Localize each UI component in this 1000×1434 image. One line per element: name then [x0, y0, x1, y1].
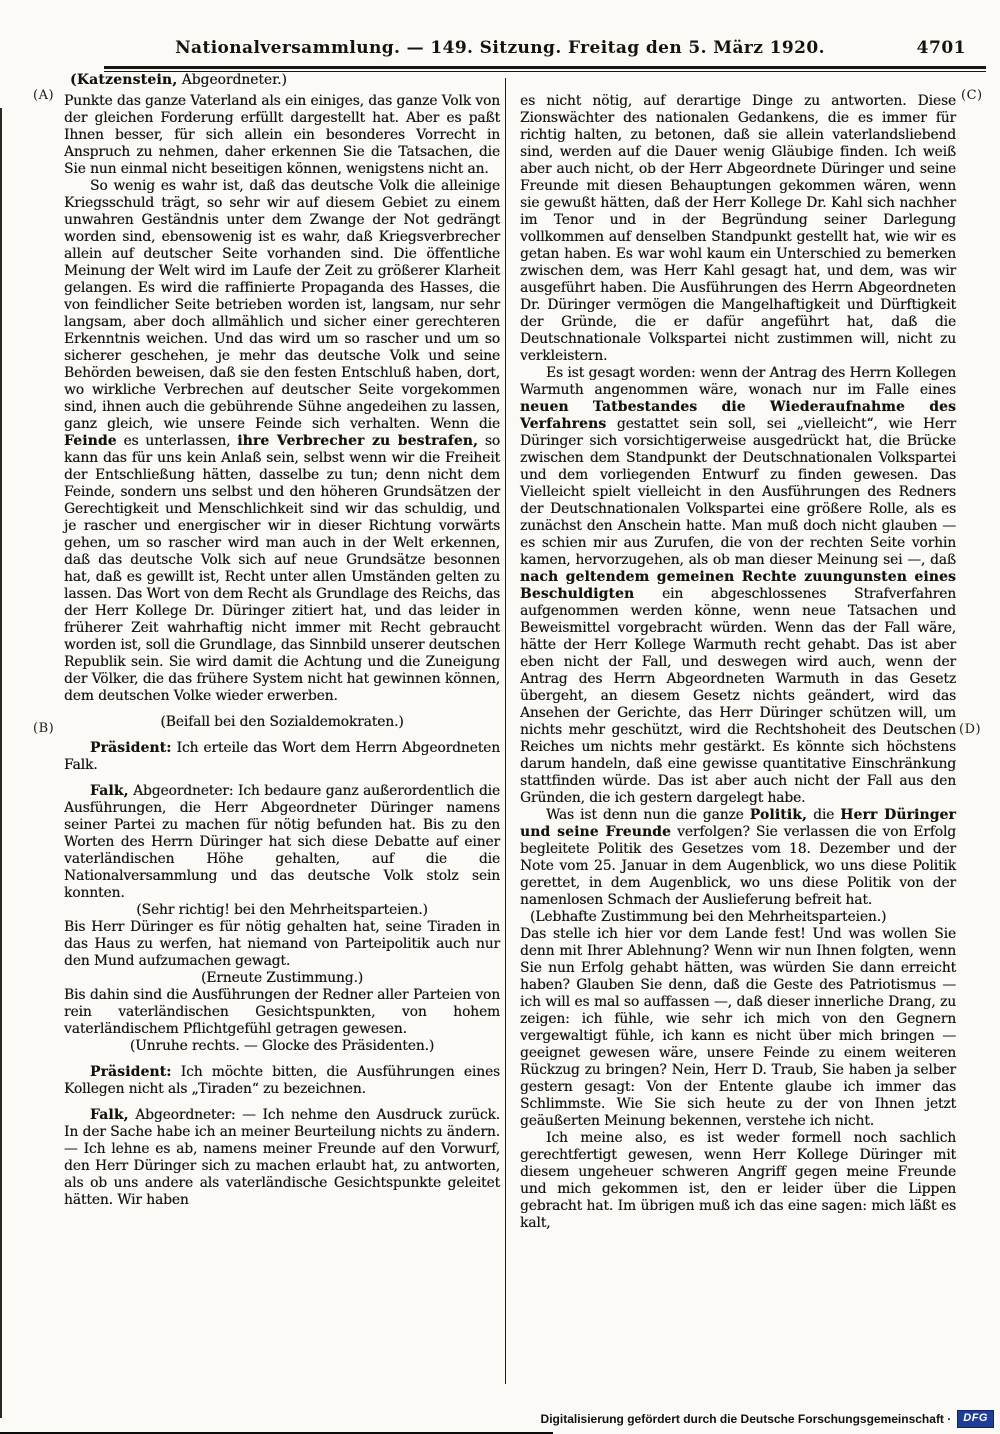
dfg-logo: DFG: [957, 1410, 994, 1428]
footer-credit-text: Digitalisierung gefördert durch die Deutsche Forschungsgemeinschaft ·: [540, 1412, 952, 1426]
paragraph: Falk, Abgeordneter: — Ich nehme den Ausdruck zurück. In der Sache habe ich an meiner Beurteilung nichts zu ändern. — Ich lehne es ab, namens meiner Freunde auf den Vorwurf, den Herr Düringer sich zu machen erlaubt hat, zu antworten, als ob uns andere als vaterländische Gesichtspunkte geleitet hätten. Wir haben: [64, 1107, 500, 1208]
paragraph: Ich meine also, es ist weder formell noch sachlich gerechtfertigt gewesen, wenn Herr Kollege Düringer mit diesem ungeheuer schweren Angriff gegen meine Freunde und mich gekommen ist, den er leider über die Lippen gebracht hat. Im übrigen muß ich das eine sagen: mich läßt es kalt,: [520, 1130, 956, 1231]
right-column: [520, 72, 956, 1232]
paragraph: Falk, Abgeordneter: Ich bedaure ganz außerordentlich die Ausführungen, die Herr Abgeordneter Düringer namens seiner Partei zu machen für nötig befunden hat. Bis zu den Worten des Herrn Düringer hat sich diese Debatte auf einer vaterländischen Höhe gehalten, auf die die Nationalversammlung und das deutsche Volk stolz sein konnten.: [64, 783, 500, 901]
paragraph: (Beifall bei den Sozialdemokraten.): [160, 714, 404, 730]
page-title: Nationalversammlung. — 149. Sitzung. Freitag den 5. März 1920.: [175, 38, 825, 58]
paragraph: Punkte das ganze Vaterland als ein einiges, das ganze Volk von der gleichen Forderung erfüllt dargestellt hat. Aber es paßt Ihnen besser, für sich allein ein besonderes Vorrecht in Anspruch zu nehmen, daher erkennen Sie die Tatsachen, die Sie nun einmal nicht beseitigen können, wenigstens nicht an.: [64, 93, 500, 177]
margin-marker-a: (A): [33, 88, 55, 103]
paragraph: Es ist gesagt worden: wenn der Antrag des Herrn Kollegen Warmuth angenommen wäre, wonach nur im Falle eines neuen Tatbestandes die Wiederaufnahme des Verfahrens gestattet sein soll, sei „vielleicht“, wie Herr Düringer sich vorsichtigerweise ausgedrückt hat, die Brücke zwischen dem Standpunkt der Deutschnationalen Volkspartei und dem vorliegenden Entwurf zu finden gewesen. Das Vielleicht spielt vielleicht in den Ausführungen des Redners der Deutschnationalen Volkspartei eine größere Rolle, als es zunächst den Anschein hatte. Man muß doch nicht glauben — es schien mir aus Zurufen, die von der rechten Seite vorhin kamen, hervorzugehen, als ob man dieser Meinung sei —, daß nach geltendem gemeinen Rechte zuungunsten eines Beschuldigten ein abgeschlossenes Strafverfahren aufgenommen werden könne, wenn neue Tatsachen und Beweismittel vorgebracht würden. Wenn das der Fall wäre, hätte der Herr Kollege Warmuth recht gehabt. Das ist aber eben nicht der Fall, und deswegen wird auch, wenn der Antrag des Herrn Abgeordneten Warmuth in das Gesetz übergeht, an diesem Gesetz nichts geändert, wird das Ansehen der Gerichte, das Herr Düringer schützen will, um nichts mehr geschützt, wird die Rechtshoheit des Deutschen Reiches um nichts mehr gestärkt. Es könnte sich höchstens darum handeln, daß eine gewisse quantitative Einschränkung stattfinden würde. Das ist aber auch nicht der Fall aus den Gründen, die ich gestern dargelegt habe.: [520, 365, 956, 806]
paragraph: (Erneute Zustimmung.): [200, 970, 364, 986]
paragraph: So wenig es wahr ist, daß das deutsche Volk die alleinige Kriegsschuld trägt, so sehr wir auf diesem Gebiet zu einem unwahren Geständnis unter dem Zwange der Not gedrängt worden sind, ebensowenig ist es wahr, daß Kriegsverbrecher allein auf deutscher Seite vorhanden sind. Die öffentliche Meinung der Welt wird im Laufe der Zeit zu größerer Klarheit gelangen. Es wird die raffinierte Propaganda des Hasses, die von feindlicher Seite betrieben worden ist, langsam, nur sehr langsam, aber doch allmählich und sicher einer gerechteren Erkenntnis weichen. Und das wird um so rascher und um so sicherer geschehen, je mehr das deutsche Volk und seine Behörden beweisen, daß sie den festen Entschluß haben, dort, wo wirkliche Verbrechen auf deutscher Seite vorgekommen sind, ihnen auch die gebührende Sühne angedeihen zu lassen, ganz gleich, wie unsere Feinde sich verhalten. Wenn die Feinde es unterlassen, ihre Verbrecher zu bestrafen, so kann das für uns kein Anlaß sein, selbst wenn wir die Freiheit der Entschließung hätten, dasselbe zu tun; denn nicht dem Feinde, sondern uns selbst und den höheren Grundsätzen der Gerechtigkeit und Menschlichkeit sind wir das schuldig, und je rascher und energischer wir in dieser Richtung vorwärts gehen, um so rascher wird man auch in der Welt erkennen, daß das deutsche Volk sich auf neue Grundsätze besonnen hat, daß es gewillt ist, Recht unter allen Umständen gelten zu lassen. Das Wort von dem Recht als Grundlage des Reichs, das der Herr Kollege Dr. Düringer zitiert hat, und das leider in früherer Zeit wahrhaftig nicht immer mit Recht gebraucht worden ist, soll die Grundlage, das Sinnbild unserer deutschen Republik sein. Sie wird damit die Achtung und die Zuneigung der Völker, die das frühere System nicht hat gewinnen können, dem deutschen Volke wieder erwerben.: [64, 178, 501, 704]
margin-marker-b: (B): [33, 721, 55, 736]
paragraph: Was ist denn nun die ganze Politik, die Herr Düringer und seine Freunde verfolgen? Sie verlassen die von Erfolg begleitete Politik des Gesetzes vom 18. Dezember und der Note vom 25. Januar in dem Augenblick, wo uns diese Politik gerettet, in dem Augenblick, wo uns diese Politik von der namenlosen Schmach der Auslieferung befreit hat.: [520, 807, 956, 908]
column-divider-rule: [505, 78, 506, 1384]
paragraph: (Unruhe rechts. — Glocke des Präsidenten.): [129, 1038, 435, 1054]
paragraph: Bis dahin sind die Ausführungen der Redner aller Parteien von rein vaterländischen Gesichtspunkten, von hohem vaterländischem Pflichtgefühl getragen gewesen.: [64, 987, 500, 1037]
left-column-paragraphs: [64, 93, 500, 1209]
paragraph: (Lebhafte Zustimmung bei den Mehrheitsparteien.): [530, 909, 887, 925]
two-column-text: [64, 72, 956, 1232]
paragraph: Präsident: Ich möchte bitten, die Ausführungen eines Kollegen nicht als „Tiraden“ zu bezeichnen.: [64, 1064, 500, 1097]
margin-marker-d: (D): [959, 722, 982, 737]
paragraph: Bis Herr Düringer es für nötig gehalten hat, seine Tiraden in das Haus zu werfen, hat niemand von Parteipolitik auch nur den Mund aufzumachen gewagt.: [64, 919, 500, 969]
paragraph: es nicht nötig, auf derartige Dinge zu antworten. Diese Zionswächter des nationalen Gedankens, die es immer für richtig halten, zu betonen, daß sie allein vaterlandsliebend sind, werden auf die Dauer wenig Gläubige finden. Ich weiß aber auch nicht, ob der Herr Abgeordnete Düringer und seine Freunde mit diesen Behauptungen gekommen wären, wenn sie gewußt hätten, daß der Herr Kollege Dr. Kahl sich nachher im Tenor und in der Begründung seiner Darlegung vollkommen auf denselben Standpunkt gestellt hat, wie wir es getan haben. Es war wohl kaum ein Unterschied zu bemerken zwischen dem, was Herr Kahl gesagt hat, und dem, was wir ausgeführt haben. Die Ausführungen des Herrn Abgeordneten Dr. Düringer vermögen die Mangelhaftigkeit und Dürftigkeit der Gründe, die er dafür angeführt hat, daß die Deutschnationale Volkspartei nicht zustimmen will, nicht zu verkleistern.: [520, 93, 956, 364]
speaker-note-rest: Abgeordneter.): [177, 72, 287, 88]
right-column-paragraphs: [520, 93, 956, 1232]
paragraph: (Sehr richtig! bei den Mehrheitsparteien.): [136, 902, 428, 918]
speaker-name: (Katzenstein,: [70, 72, 178, 88]
margin-marker-c: (C): [961, 88, 983, 103]
paragraph: Präsident: Ich erteile das Wort dem Herrn Abgeordneten Falk.: [64, 740, 500, 773]
page-number: 4701: [916, 38, 966, 58]
scan-edge-artifact-left: [0, 108, 2, 1418]
digitization-footer: [541, 1410, 994, 1428]
paragraph: Das stelle ich hier vor dem Lande fest! Und was wollen Sie denn mit Ihrer Ablehnung? Wenn wir nun Ihnen folgten, wenn Sie nun Erfolg gehabt hätten, was würden Sie dann erreicht haben? Glauben Sie denn, daß die Geste des Patriotismus — ich will es mal so auffassen —, daß dieser innerliche Drang, zu zeigen: ich fühle, wie sehr ich mich von den Gegnern vergewaltigt fühle, ich kann es nicht über mich bringen — geeignet gewesen wäre, unsere Feinde zu einem weiteren Rückzug zu bringen? Nein, Herr D. Traub, Sie haben ja selber gestern gesagt: Von der Entente glaube ich immer das Schlimmste. Wie Sie sich heute zu der von Ihnen jetzt geäußerten Meinung bekennen, verstehe ich nicht.: [520, 926, 956, 1129]
speaker-note: [70, 72, 500, 89]
left-column: [64, 72, 500, 1232]
page-header: [0, 38, 1000, 64]
